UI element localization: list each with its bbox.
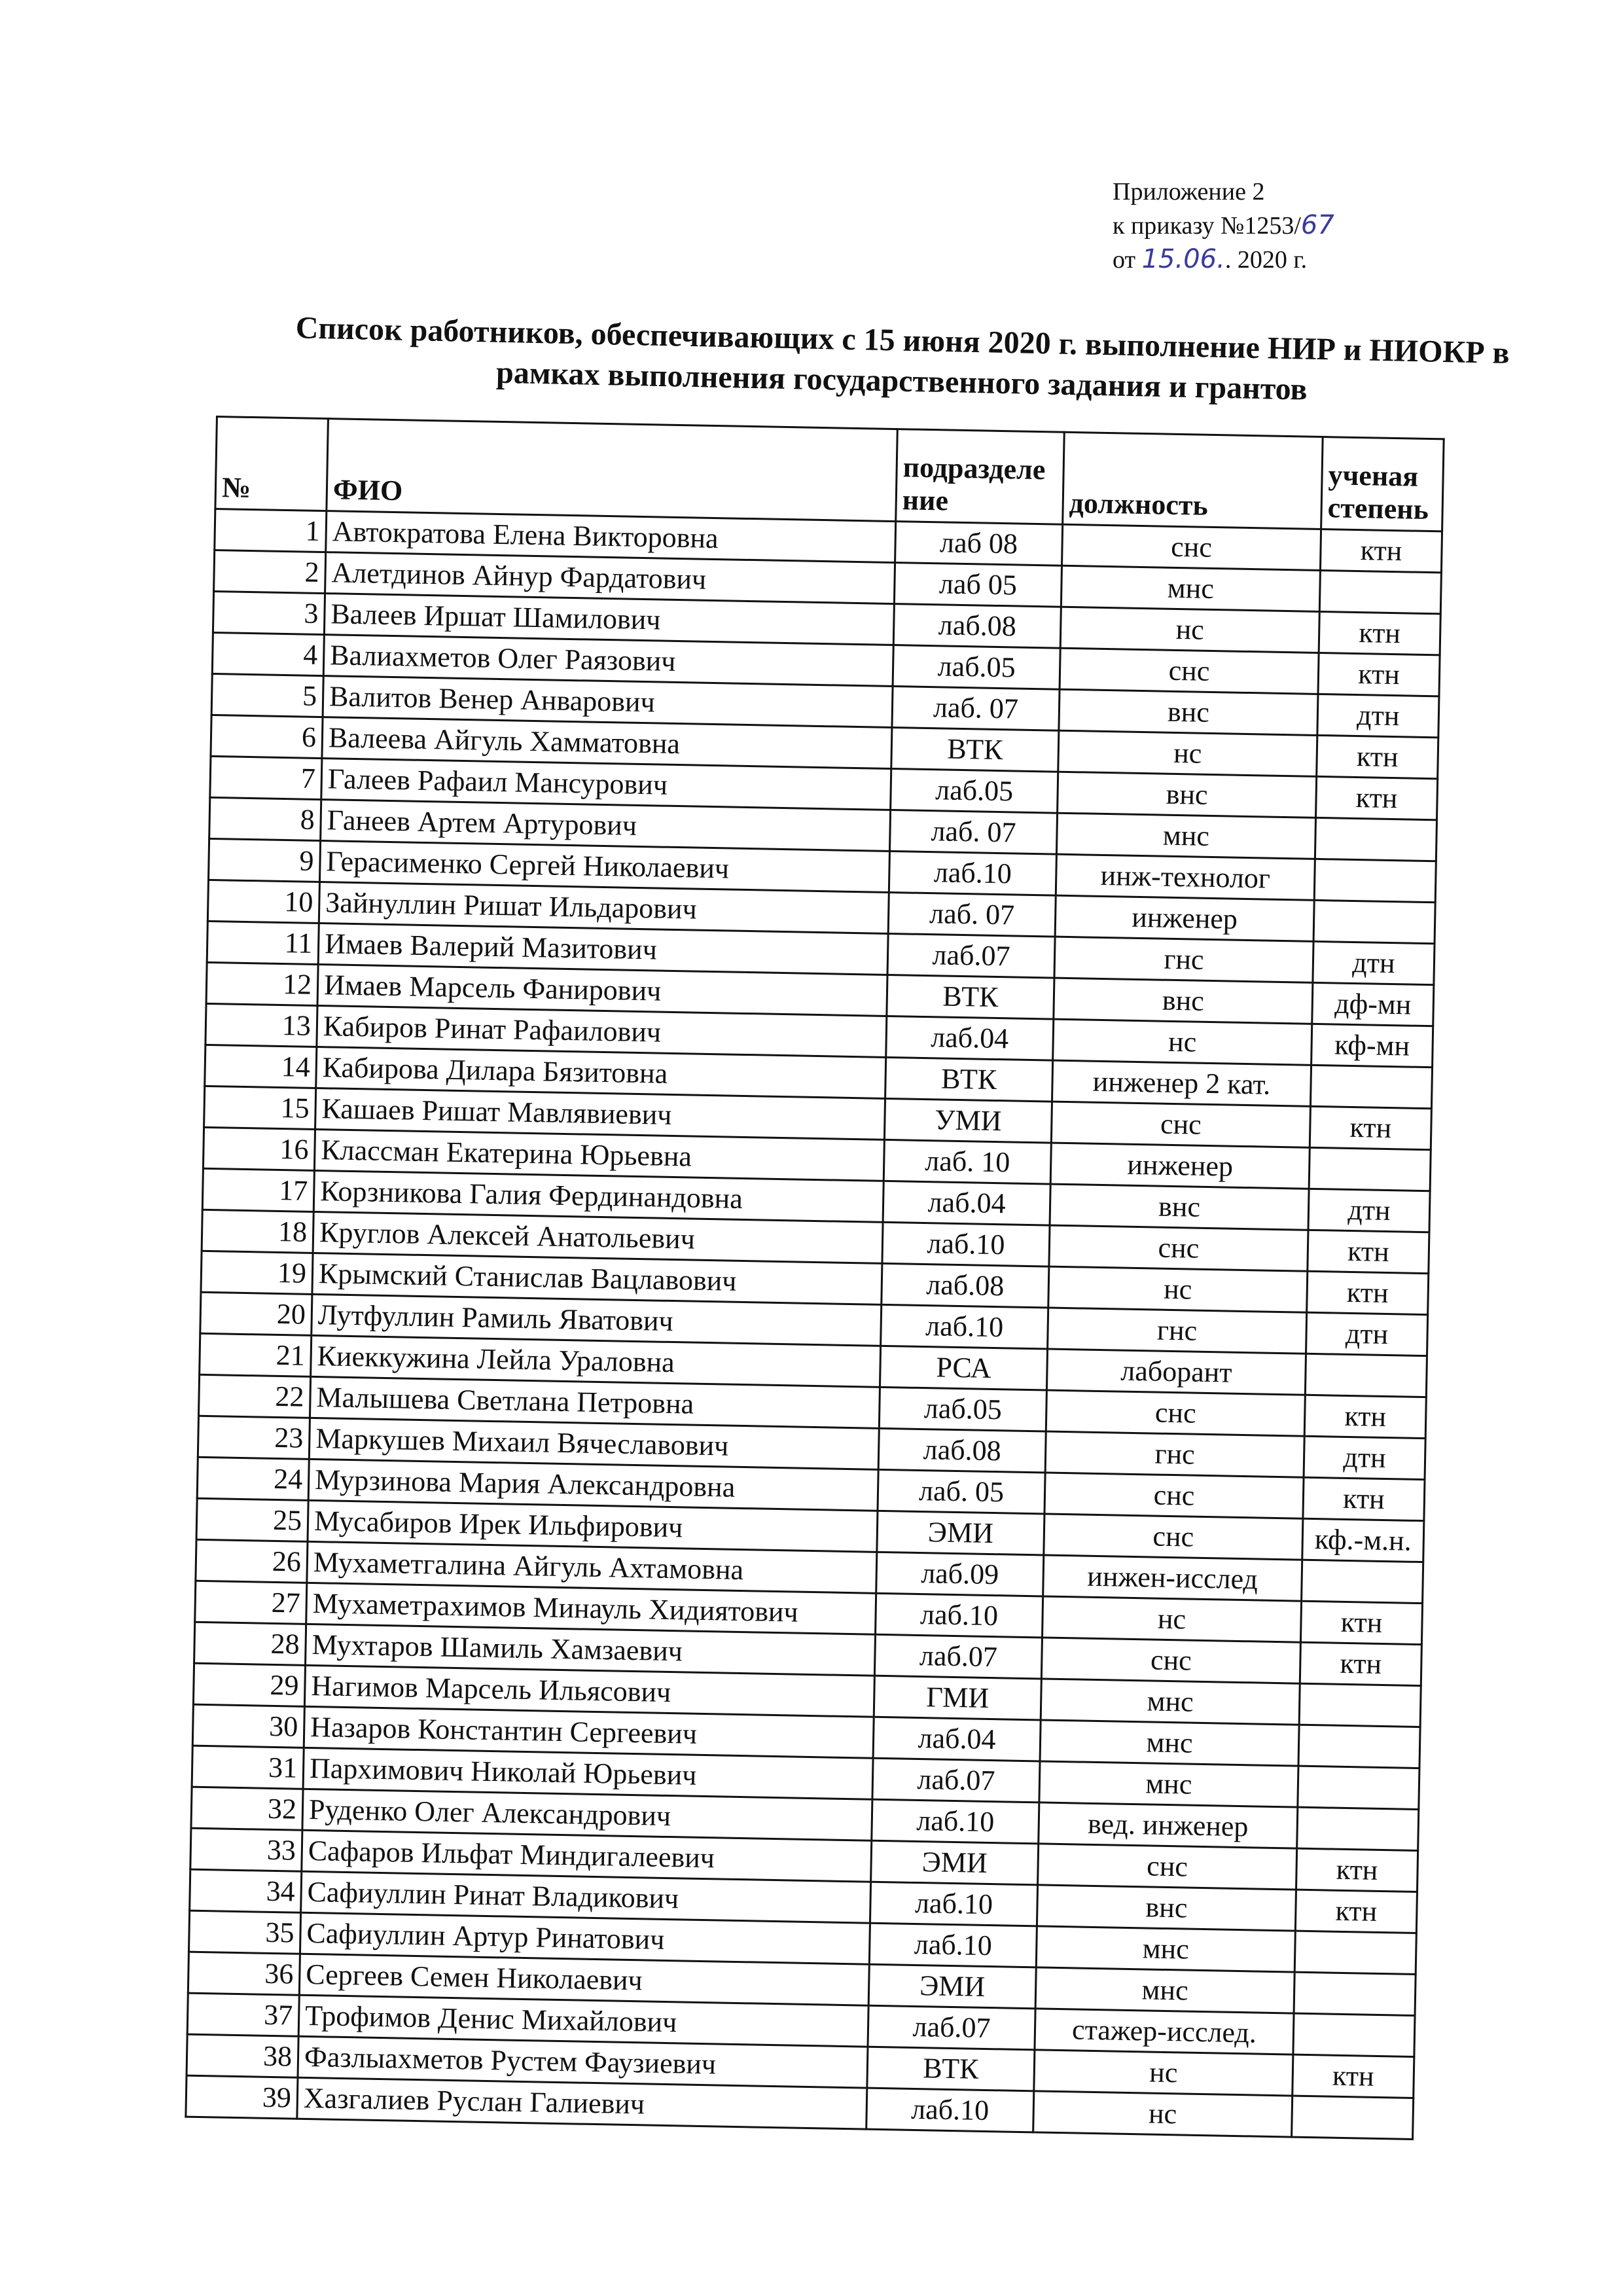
academic-degree <box>1294 1972 1416 2015</box>
employee-name: Алетдинов Айнур Фардатович <box>325 552 895 604</box>
row-number: 16 <box>203 1127 315 1170</box>
position: мнс <box>1041 1679 1300 1725</box>
position: снс <box>1038 1844 1297 1890</box>
position: нс <box>1033 2091 1293 2137</box>
department: лаб.08 <box>878 1428 1046 1473</box>
row-number: 33 <box>190 1828 302 1871</box>
row-number: 38 <box>187 2034 298 2077</box>
header-position: должность <box>1063 432 1323 529</box>
row-number: 35 <box>188 1910 300 1954</box>
employee-name: Сафиуллин Артур Ринатович <box>300 1912 870 1964</box>
academic-degree: ктн <box>1320 529 1442 572</box>
position: гнс <box>1045 1431 1304 1477</box>
department: ВТК <box>867 2047 1035 2091</box>
annex-line-3 <box>1113 243 1334 277</box>
header-fio: ФИО <box>327 419 897 522</box>
annex-line-2 <box>1113 209 1334 243</box>
position: внс <box>1037 1885 1296 1931</box>
department: лаб. 07 <box>888 892 1056 937</box>
row-number: 28 <box>194 1622 306 1665</box>
row-number: 17 <box>202 1168 314 1211</box>
position: нс <box>1058 730 1317 776</box>
row-number: 13 <box>205 1003 317 1047</box>
department: лаб 08 <box>895 522 1063 566</box>
academic-degree: ктн <box>1304 1395 1426 1438</box>
employee-name: Сергеев Семен Николаевич <box>299 1954 869 2005</box>
employee-name: Валитов Венер Анварович <box>323 676 893 728</box>
department: лаб.08 <box>893 604 1061 649</box>
employee-name: Мухаметрахимов Минауль Хидиятович <box>306 1583 876 1634</box>
employee-name: Руденко Олег Александрович <box>302 1789 872 1840</box>
position: нс <box>1053 1019 1312 1065</box>
annex-line-1: Приложение 2 <box>1113 178 1265 206</box>
employee-name: Фазлыахметов Рустем Фаузиевич <box>298 2036 868 2088</box>
department: лаб.04 <box>886 1016 1054 1060</box>
order-date-suffix: . 2020 г. <box>1224 246 1308 274</box>
academic-degree: дтн <box>1304 1436 1425 1479</box>
position: инженер <box>1050 1143 1310 1189</box>
department: лаб.08 <box>882 1263 1049 1308</box>
department: лаб.05 <box>879 1387 1046 1431</box>
academic-degree <box>1298 1766 1419 1809</box>
position: гнс <box>1048 1308 1307 1354</box>
position: нс <box>1043 1596 1302 1642</box>
department: лаб.10 <box>872 1799 1039 1844</box>
employee-name: Маркушев Михаил Вячеславович <box>309 1418 879 1469</box>
department: лаб.07 <box>868 2005 1035 2050</box>
department: лаб.09 <box>876 1552 1044 1596</box>
employee-name: Трофимов Денис Михайлович <box>298 1995 868 2047</box>
employee-name: Сафаров Ильфат Миндигалеевич <box>302 1830 872 1882</box>
academic-degree: дф-мн <box>1312 982 1434 1026</box>
department: лаб.10 <box>881 1304 1048 1349</box>
academic-degree: ктн <box>1310 1106 1431 1149</box>
row-number: 1 <box>215 509 327 552</box>
row-number: 6 <box>211 715 323 758</box>
academic-degree <box>1319 570 1441 613</box>
row-number: 7 <box>210 756 322 799</box>
position: снс <box>1044 1514 1303 1560</box>
academic-degree: ктн <box>1300 1601 1422 1644</box>
position: инженер <box>1055 895 1314 941</box>
academic-degree: ктн <box>1296 1848 1418 1892</box>
employee-name: Мухтаров Шамиль Хамзаевич <box>306 1624 876 1676</box>
position: внс <box>1050 1184 1309 1230</box>
academic-degree: ктн <box>1295 1890 1417 1933</box>
employee-table <box>185 416 1444 2140</box>
employee-name: Валеев Иршат Шамилович <box>324 594 894 645</box>
row-number: 26 <box>196 1539 308 1583</box>
row-number: 22 <box>198 1374 310 1418</box>
department: ВТК <box>885 1057 1053 1102</box>
department: ЭМИ <box>871 1840 1039 1885</box>
row-number: 5 <box>211 673 323 717</box>
row-number: 15 <box>204 1086 316 1129</box>
academic-degree: ктн <box>1308 1230 1429 1273</box>
academic-degree: дтн <box>1306 1312 1428 1355</box>
document-title: Список работников, обеспечивающих с 15 июня 2020 г. выполнение НИР и НИОКР в рамках выполнения государственного задания и грантов <box>295 310 1510 407</box>
academic-degree: дтн <box>1317 694 1439 737</box>
employee-name: Классман Екатерина Юрьевна <box>314 1129 884 1181</box>
department: лаб.07 <box>872 1758 1040 1803</box>
academic-degree <box>1315 817 1436 861</box>
row-number: 19 <box>201 1251 313 1294</box>
academic-degree: ктн <box>1317 735 1438 778</box>
academic-degree <box>1294 1931 1416 1974</box>
row-number: 18 <box>202 1210 313 1253</box>
position: стажер-исслед. <box>1035 2009 1294 2054</box>
row-number: 34 <box>190 1869 302 1912</box>
employee-name: Галеев Рафаил Мансурович <box>321 759 891 810</box>
row-number: 37 <box>187 1993 299 2036</box>
employee-name: Имаев Валерий Мазитович <box>318 924 888 975</box>
academic-degree: ктн <box>1318 653 1440 696</box>
employee-name: Валеева Айгуль Хамматовна <box>322 717 892 769</box>
row-number: 11 <box>207 921 319 964</box>
department: лаб. 07 <box>892 687 1060 731</box>
header-dept: подразделе ние <box>896 429 1065 525</box>
row-number: 2 <box>214 550 326 593</box>
academic-degree <box>1299 1683 1421 1727</box>
row-number: 20 <box>200 1292 312 1335</box>
position: нс <box>1034 2050 1293 2096</box>
position: мнс <box>1036 1926 1295 1972</box>
academic-degree <box>1305 1354 1427 1397</box>
row-number: 29 <box>193 1663 305 1706</box>
row-number: 27 <box>195 1581 307 1624</box>
header-degree: ученая степень <box>1321 437 1444 531</box>
department: лаб.10 <box>889 851 1056 895</box>
employee-name: Крымский Станислав Вацлавович <box>312 1253 882 1304</box>
department: лаб.04 <box>873 1717 1041 1761</box>
academic-degree <box>1302 1560 1423 1603</box>
row-number: 39 <box>186 2075 298 2119</box>
department: УМИ <box>884 1098 1052 1143</box>
department: лаб. 05 <box>878 1469 1045 1514</box>
annex-block <box>1113 175 1334 277</box>
department: ВТК <box>891 728 1059 772</box>
academic-degree <box>1292 2096 1414 2139</box>
department: лаб.07 <box>874 1634 1042 1679</box>
position: инжен-исслед <box>1043 1555 1302 1601</box>
department: лаб.07 <box>887 933 1055 978</box>
order-date-prefix: от <box>1113 246 1136 274</box>
position: нс <box>1060 607 1319 653</box>
position: снс <box>1044 1473 1304 1518</box>
employee-name: Хазгалиев Руслан Галиевич <box>297 2077 867 2129</box>
row-number: 30 <box>192 1704 304 1748</box>
handwritten-order-date: 15.06. <box>1141 244 1225 274</box>
position: снс <box>1041 1638 1300 1683</box>
academic-degree <box>1313 900 1435 943</box>
position: мнс <box>1035 1967 1294 2013</box>
employee-name: Валиахметов Олег Раязович <box>323 635 893 687</box>
academic-degree <box>1297 1807 1419 1850</box>
position: нс <box>1048 1266 1308 1312</box>
academic-degree: ктн <box>1316 776 1438 819</box>
academic-degree <box>1314 859 1436 902</box>
position: мнс <box>1039 1761 1298 1807</box>
row-number: 8 <box>209 797 321 840</box>
department: РСА <box>880 1346 1047 1390</box>
department: лаб.05 <box>891 768 1058 813</box>
position: снс <box>1060 648 1319 694</box>
employee-name: Мухаметгалина Айгуль Ахтамовна <box>307 1541 877 1593</box>
table-body <box>186 509 1442 2140</box>
position: снс <box>1049 1225 1308 1271</box>
employee-name: Нагимов Марсель Ильясович <box>304 1665 874 1717</box>
row-number: 36 <box>188 1952 300 1995</box>
academic-degree <box>1309 1147 1431 1191</box>
employee-name: Герасименко Сергей Николаевич <box>319 841 889 893</box>
employee-name: Лутфуллин Рамиль Яватович <box>312 1294 882 1346</box>
employee-name: Автократова Елена Викторовна <box>326 511 896 563</box>
employee-name: Круглов Алексей Анатольевич <box>313 1211 883 1263</box>
department: ГМИ <box>874 1676 1041 1720</box>
row-number: 12 <box>206 962 318 1005</box>
department: лаб. 10 <box>883 1139 1051 1184</box>
employee-name: Мусабиров Ирек Ильфирович <box>308 1500 878 1552</box>
order-number-prefix: к приказу №1253/ <box>1113 212 1301 240</box>
row-number: 24 <box>197 1457 309 1500</box>
academic-degree: дтн <box>1308 1189 1430 1232</box>
employee-name: Имаев Марсель Фанирович <box>317 965 887 1016</box>
position: вед. инженер <box>1039 1803 1298 1848</box>
employee-name: Зайнуллин Ришат Ильдарович <box>319 882 889 934</box>
position: внс <box>1054 978 1313 1024</box>
academic-degree <box>1293 2013 1415 2056</box>
department: лаб.10 <box>869 1923 1037 1967</box>
header-num: № <box>215 417 329 511</box>
row-number: 14 <box>205 1045 317 1088</box>
position: мнс <box>1061 565 1320 611</box>
department: лаб.04 <box>883 1181 1050 1225</box>
row-number: 23 <box>198 1416 310 1459</box>
department: лаб.10 <box>876 1593 1043 1638</box>
position: мнс <box>1056 813 1315 859</box>
position: снс <box>1051 1102 1310 1147</box>
row-number: 31 <box>192 1746 304 1789</box>
academic-degree: ктн <box>1307 1271 1429 1314</box>
row-number: 32 <box>191 1787 303 1830</box>
employee-name: Кашаев Ришат Мавлявиевич <box>315 1088 885 1139</box>
department: лаб 05 <box>894 563 1061 607</box>
department: лаб. 07 <box>889 810 1057 854</box>
position: мнс <box>1040 1720 1299 1766</box>
row-number: 21 <box>200 1333 312 1376</box>
academic-degree: кф-мн <box>1311 1024 1433 1067</box>
employee-name: Назаров Константин Сергеевич <box>304 1706 874 1758</box>
employee-name: Кабиров Ринат Рафаилович <box>317 1005 887 1057</box>
employee-name: Малышева Светлана Петровна <box>310 1376 880 1428</box>
department: лаб.10 <box>866 2088 1034 2132</box>
academic-degree: ктн <box>1300 1642 1421 1685</box>
employee-name: Кабирова Дилара Бязитовна <box>316 1047 886 1098</box>
academic-degree: ктн <box>1303 1477 1425 1520</box>
department: ЭМИ <box>868 1964 1036 2009</box>
position: снс <box>1046 1390 1305 1436</box>
position: инженер 2 кат. <box>1052 1060 1311 1106</box>
row-number: 25 <box>196 1498 308 1541</box>
position: лаборант <box>1046 1349 1306 1395</box>
employee-name: Пархимович Николай Юрьевич <box>303 1748 873 1799</box>
employee-name: Мурзинова Мария Александровна <box>308 1459 878 1511</box>
row-number: 4 <box>212 632 324 675</box>
position: гнс <box>1054 937 1313 982</box>
row-number: 3 <box>213 591 325 634</box>
academic-degree <box>1310 1065 1432 1108</box>
row-number: 9 <box>208 838 320 882</box>
academic-degree: дтн <box>1313 941 1435 984</box>
department: лаб.10 <box>870 1882 1037 1926</box>
employee-table-wrap <box>185 416 1444 2140</box>
position: снс <box>1062 524 1321 570</box>
handwritten-order-number: 67 <box>1300 210 1334 240</box>
academic-degree <box>1298 1725 1420 1768</box>
position: внс <box>1058 772 1317 817</box>
department: лаб.05 <box>893 645 1060 690</box>
academic-degree: кф.-м.н. <box>1302 1518 1424 1562</box>
department: ЭМИ <box>877 1511 1044 1555</box>
department: лаб.10 <box>882 1222 1050 1266</box>
row-number: 10 <box>207 880 319 923</box>
employee-name: Корзникова Галия Фердинандовна <box>313 1170 883 1222</box>
employee-name: Сафиуллин Ринат Владикович <box>301 1871 871 1923</box>
position: инж-технолог <box>1056 854 1315 900</box>
employee-name: Киеккужина Лейла Ураловна <box>311 1335 881 1387</box>
department: ВТК <box>887 975 1054 1019</box>
employee-name: Ганеев Артем Артурович <box>321 800 891 852</box>
academic-degree: ктн <box>1293 2054 1414 2098</box>
academic-degree: ктн <box>1319 611 1440 655</box>
position: внс <box>1059 689 1318 735</box>
